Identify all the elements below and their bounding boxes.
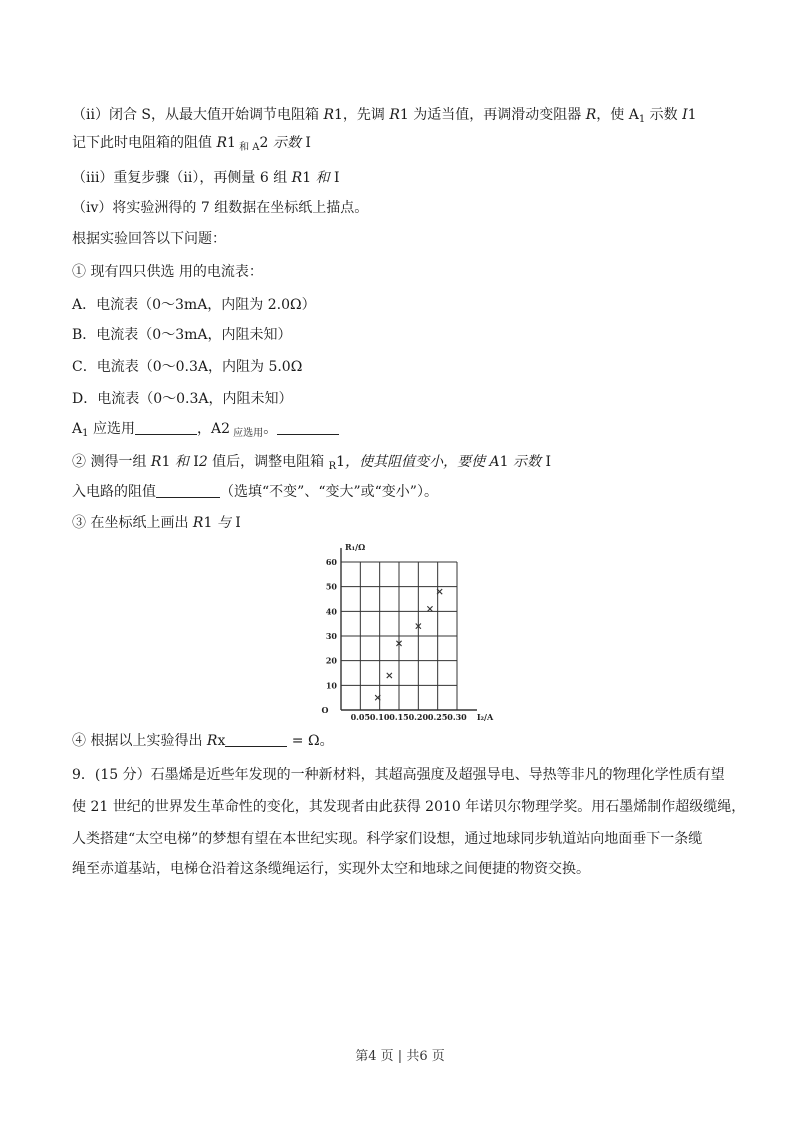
variable: I bbox=[682, 107, 688, 123]
question-2-line2 bbox=[72, 482, 438, 502]
variable: 2 bbox=[198, 454, 208, 470]
answer-intro: 根据实验回答以下问题： bbox=[72, 231, 226, 247]
variable: R bbox=[323, 107, 334, 123]
text-segment: 入电路的阻值 bbox=[72, 484, 156, 500]
y-tick-label: 20 bbox=[325, 655, 337, 666]
variable: 和 bbox=[170, 454, 194, 470]
data-point bbox=[427, 606, 432, 611]
text-segment: I bbox=[545, 454, 552, 470]
text-segment: I bbox=[235, 515, 241, 531]
subscript: 应选用 bbox=[230, 428, 264, 439]
text-segment: （ii）闭合 S，从最大值开始调节电阻箱 bbox=[72, 107, 324, 123]
y-tick-label: 60 bbox=[325, 557, 337, 567]
text-segment: 1 bbox=[687, 107, 697, 123]
data-point bbox=[387, 673, 392, 678]
question-2-line1 bbox=[72, 452, 551, 477]
text-segment: 示数 bbox=[645, 107, 683, 123]
variable: R bbox=[291, 170, 303, 186]
option-c: C．电流表（0～0.3A，内阻为 5.0Ω bbox=[72, 359, 303, 375]
variable: R bbox=[192, 515, 204, 531]
step-ii-line2 bbox=[72, 133, 311, 158]
variable: 与 bbox=[212, 515, 236, 531]
subscript: 1 bbox=[638, 114, 646, 125]
text-segment: 1 bbox=[302, 170, 312, 186]
question-4 bbox=[72, 731, 334, 751]
question-3 bbox=[72, 513, 241, 533]
text-segment: 1 bbox=[334, 107, 343, 123]
variable: R bbox=[389, 107, 400, 123]
variable: 和 bbox=[311, 170, 335, 186]
question-1: ① 现有四只供选 用的电流表： bbox=[72, 264, 263, 280]
text-segment: 1 bbox=[336, 454, 346, 470]
text-segment: （iii）重复步骤（ii），再侧量 6 组 bbox=[72, 170, 292, 186]
step-iii bbox=[72, 168, 340, 188]
text-segment: ，A bbox=[196, 421, 222, 437]
variable: 示数 bbox=[268, 135, 306, 151]
x-axis-label: I₂/A bbox=[476, 712, 494, 722]
x-tick-label: 0.20 bbox=[408, 712, 429, 722]
text-segment: ，使 A bbox=[596, 107, 639, 123]
text-segment: 2 bbox=[259, 135, 269, 151]
r1-vs-i2-chart bbox=[305, 540, 495, 725]
answer-blank[interactable] bbox=[135, 420, 197, 435]
variable: R bbox=[206, 733, 218, 749]
text-segment: 记下此时电阻箱的阻值 bbox=[72, 135, 217, 151]
text-segment: ③ 在坐标纸上画出 bbox=[72, 515, 193, 531]
text-segment: 。 bbox=[263, 421, 278, 437]
step-ii-line1 bbox=[72, 105, 697, 130]
text-segment: 1 bbox=[227, 135, 236, 151]
text-segment: 1 bbox=[161, 454, 171, 470]
variable: R bbox=[585, 107, 597, 123]
variable: R bbox=[216, 135, 227, 151]
problem-9-line4: 绳至赤道基站，电梯仓沿着这条缆绳运行，实现外太空和地球之间便捷的物资交换。 bbox=[72, 861, 590, 877]
answer-blank[interactable] bbox=[277, 420, 339, 435]
text-segment: x bbox=[217, 733, 226, 749]
x-tick-label: 0.15 bbox=[389, 712, 409, 722]
text-segment: I bbox=[305, 135, 311, 151]
answer-blank[interactable] bbox=[225, 732, 287, 747]
y-tick-label: 10 bbox=[325, 680, 337, 691]
option-b: B．电流表（0～3mA，内阻未知） bbox=[72, 327, 292, 343]
text-segment: （选填“不变”、“变大”或“变小”）。 bbox=[220, 484, 438, 500]
text-segment: Ω。 bbox=[308, 733, 334, 749]
text-segment: 应选用 bbox=[88, 421, 135, 437]
subscript: 1 bbox=[82, 428, 89, 439]
x-tick-label: 0.25 bbox=[427, 712, 448, 722]
y-axis-label: R₁/Ω bbox=[345, 542, 366, 552]
y-tick-label: 30 bbox=[325, 631, 337, 641]
variable: R bbox=[150, 454, 162, 470]
x-tick-label: 0.30 bbox=[447, 712, 467, 722]
text-segment: I bbox=[334, 170, 340, 186]
text-segment: 1 bbox=[499, 454, 509, 470]
step-iv: （iv）将实验洲得的 7 组数据在坐标纸上描点。 bbox=[72, 200, 369, 216]
text-segment: 2 bbox=[221, 421, 230, 437]
subscript: 和 A bbox=[235, 142, 260, 153]
subscript: R bbox=[328, 461, 337, 472]
text-segment: 1 bbox=[399, 107, 409, 123]
text-segment: = bbox=[287, 733, 308, 749]
ammeter-selection bbox=[72, 419, 339, 444]
text-segment: ④ 根据以上实验得出 bbox=[72, 733, 207, 749]
y-tick-label: 40 bbox=[325, 606, 337, 617]
text-segment: 1 bbox=[203, 515, 213, 531]
origin-label: O bbox=[321, 705, 329, 715]
text-segment: A bbox=[72, 421, 83, 437]
problem-9-line3: 人类搭建“太空电梯”的梦想有望在本世纪实现。科学家们设想，通过地球同步轨道站向地面垂下一条缆 bbox=[72, 831, 703, 847]
variable: ，使其阻值变小，要使 A bbox=[345, 454, 500, 470]
text-segment: 为适当值，再调滑动变阻器 bbox=[408, 107, 586, 123]
problem-9-line2: 使 21 世纪的世界发生革命性的变化，其发现者由此获得 2010 年诺贝尔物理学奖。用石墨烯制作超级缆绳， bbox=[72, 799, 746, 815]
option-d: D．电流表（0～0.3A，内阻未知） bbox=[72, 391, 293, 407]
text-segment: 值后，调整电阻箱 bbox=[207, 454, 329, 470]
text-segment: I bbox=[193, 454, 199, 470]
problem-9-line1: 9．(15 分）石墨烯是近些年发现的一种新材料，其超高强度及超强导电、导热等非凡的物理化学性质有望 bbox=[72, 767, 725, 783]
answer-blank[interactable] bbox=[156, 483, 220, 498]
x-tick-label: 0.05 bbox=[350, 712, 371, 722]
option-a: A．电流表（0～3mA，内阻为 2.0Ω） bbox=[72, 297, 316, 313]
variable: 示数 bbox=[508, 454, 546, 470]
y-tick-label: 50 bbox=[325, 581, 337, 592]
text-segment: ② 测得一组 bbox=[72, 454, 151, 470]
page-footer: 第4 页 | 共6 页 bbox=[355, 1049, 445, 1064]
x-tick-label: 0.10 bbox=[369, 712, 390, 722]
text-segment: ，先调 bbox=[342, 107, 390, 123]
